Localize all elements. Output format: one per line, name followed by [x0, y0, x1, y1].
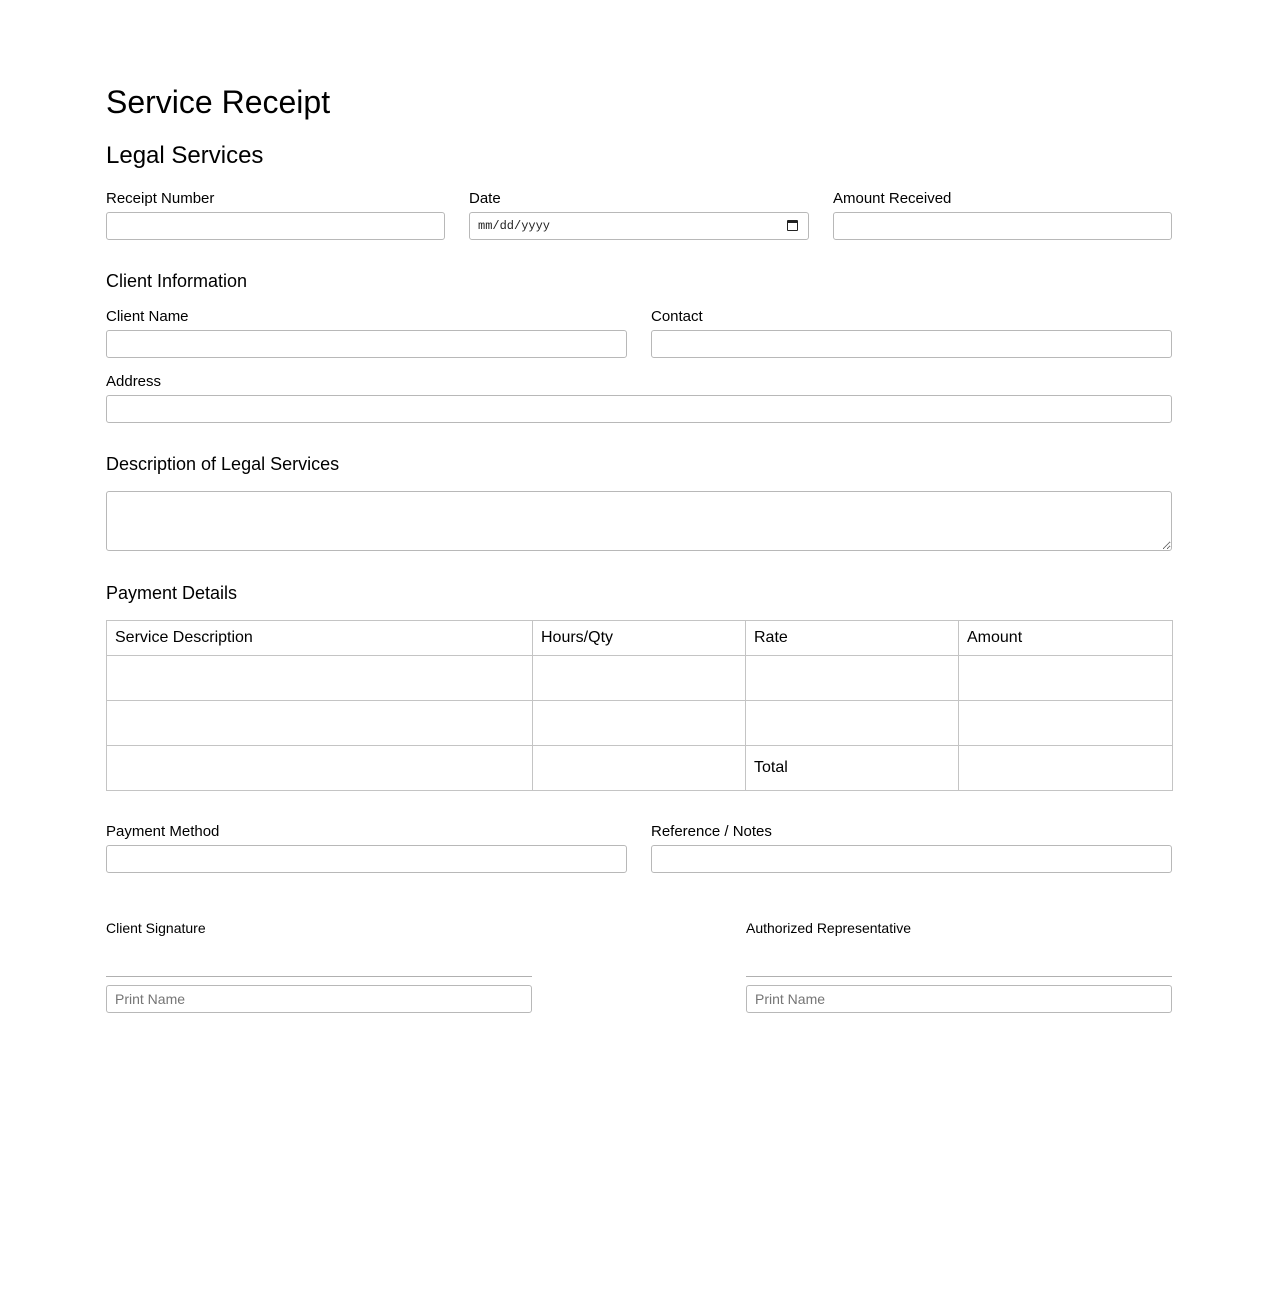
table-cell[interactable]	[107, 656, 533, 701]
column-header-amount: Amount	[959, 621, 1173, 656]
receipt-number-label: Receipt Number	[106, 190, 215, 207]
reference-notes-label: Reference / Notes	[651, 823, 772, 840]
client-signature-line[interactable]	[106, 976, 532, 977]
amount-received-field	[833, 190, 1172, 240]
client-print-name-field	[106, 985, 532, 1013]
table-cell	[533, 746, 746, 791]
table-cell[interactable]	[107, 701, 533, 746]
table-cell[interactable]	[746, 656, 959, 701]
contact-label: Contact	[651, 308, 703, 325]
description-heading: Description of Legal Services	[106, 454, 340, 474]
amount-received-label: Amount Received	[833, 190, 952, 207]
description-field	[106, 491, 1172, 556]
address-input[interactable]	[106, 395, 1172, 423]
total-label: Total	[746, 746, 959, 791]
calendar-icon[interactable]	[787, 220, 798, 231]
table-cell[interactable]	[533, 701, 746, 746]
column-header-hours-qty: Hours/Qty	[533, 621, 746, 656]
table-row	[107, 656, 1173, 701]
payment-method-field	[106, 823, 627, 873]
payment-method-label: Payment Method	[106, 823, 220, 840]
client-name-input[interactable]	[106, 330, 627, 358]
representative-print-name-input[interactable]	[746, 985, 1172, 1013]
payment-details-table	[106, 620, 1173, 791]
table-header-row	[107, 621, 1173, 656]
payment-method-input[interactable]	[106, 845, 627, 873]
table-cell[interactable]	[746, 701, 959, 746]
table-cell	[107, 746, 533, 791]
table-cell[interactable]	[959, 701, 1173, 746]
address-field	[106, 373, 1172, 423]
client-print-name-input[interactable]	[106, 985, 532, 1013]
date-label: Date	[469, 190, 501, 207]
representative-print-name-field	[746, 985, 1172, 1013]
table-row	[107, 701, 1173, 746]
payment-details-heading: Payment Details	[106, 583, 238, 603]
receipt-number-input[interactable]	[106, 212, 445, 240]
contact-field	[651, 308, 1172, 358]
total-amount-cell[interactable]	[959, 746, 1173, 791]
representative-signature-line[interactable]	[746, 976, 1172, 977]
client-information-heading: Client Information	[106, 271, 248, 291]
column-header-service-description: Service Description	[107, 621, 533, 656]
client-signature-label: Client Signature	[106, 920, 206, 936]
amount-received-input[interactable]	[833, 212, 1172, 240]
page-subtitle: Legal Services	[106, 142, 264, 169]
description-textarea[interactable]	[106, 491, 1172, 551]
receipt-number-field	[106, 190, 445, 240]
page-title: Service Receipt	[106, 84, 331, 120]
client-name-label: Client Name	[106, 308, 189, 325]
client-name-field	[106, 308, 627, 358]
date-placeholder: mm/dd/yyyy	[478, 219, 551, 233]
representative-signature-label: Authorized Representative	[746, 920, 911, 936]
address-label: Address	[106, 373, 162, 390]
total-row	[107, 746, 1173, 791]
date-field	[469, 190, 809, 240]
contact-input[interactable]	[651, 330, 1172, 358]
column-header-rate: Rate	[746, 621, 959, 656]
date-input[interactable]	[469, 212, 809, 240]
table-cell[interactable]	[533, 656, 746, 701]
reference-notes-input[interactable]	[651, 845, 1172, 873]
table-cell[interactable]	[959, 656, 1173, 701]
reference-notes-field	[651, 823, 1172, 873]
